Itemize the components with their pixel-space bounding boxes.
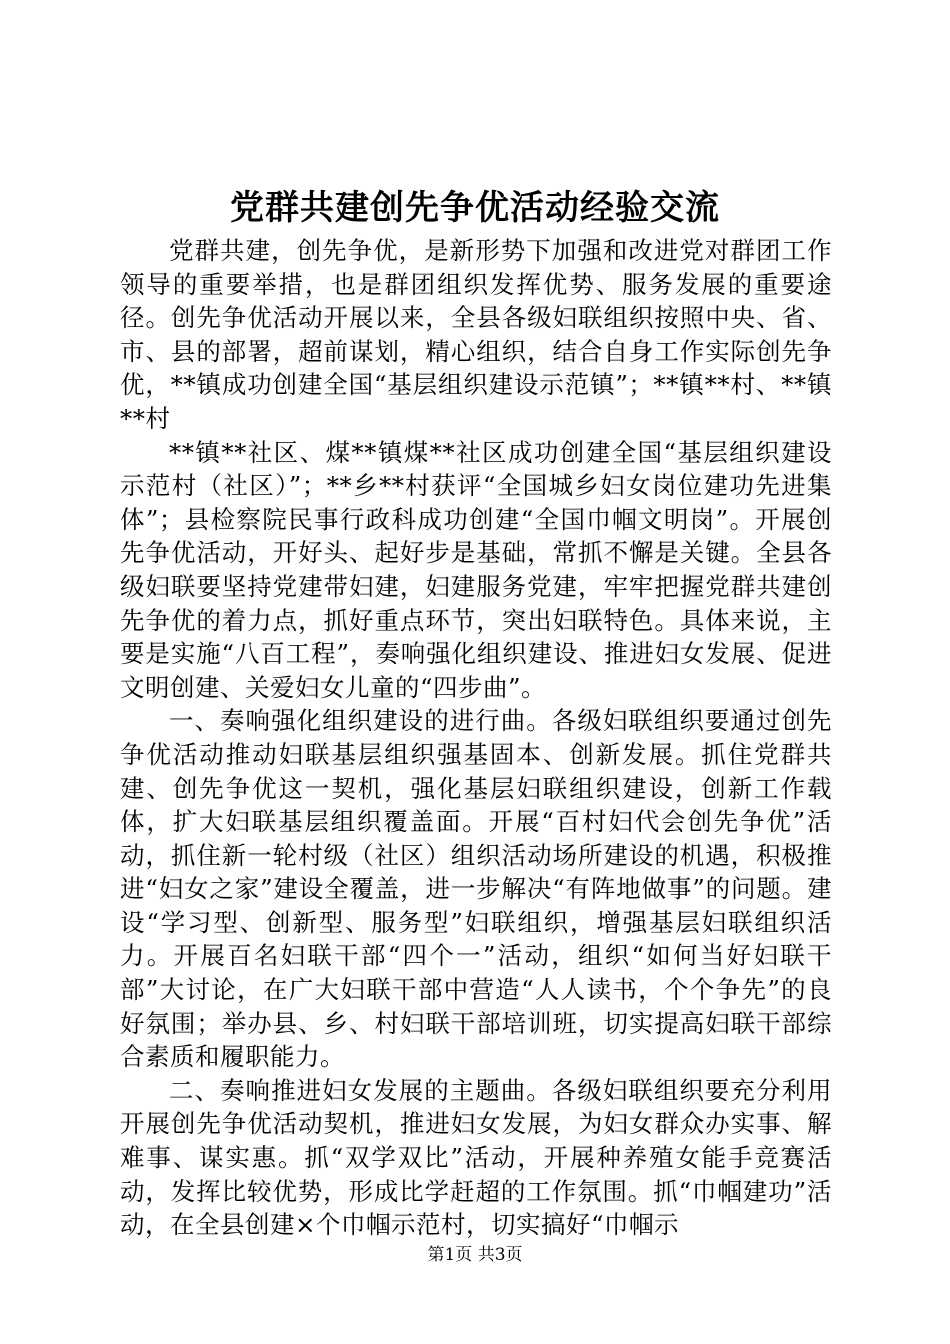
page-footer: 第1页 共3页: [427, 1245, 523, 1265]
document-title: 党群共建创先争优活动经验交流: [230, 188, 720, 228]
paragraph-section-one: 一、奏响强化组织建设的进行曲。各级妇联组织要通过创先争优活动推动妇联基层组织强基固本、创新发展。抓住党群共建、创先争优这一契机，强化基层妇联组织建设，创新工作载体，扩大妇联基层组织覆盖面。开展“百村妇代会创先争优”活动，抓住新一轮村级（社区）组织活动场所建设的机遇，积极推进“妇女之家”建设全覆盖，进一步解决“有阵地做事”的问题。建设“学习型、创新型、服务型”妇联组织，增强基层妇联组织活力。开展百名妇联干部“四个一”活动，组织“如何当好妇联干部”大讨论，在广大妇联干部中营造“人人读书，个个争先”的良好氛围；举办县、乡、村妇联干部培训班，切实提高妇联干部综合素质和履职能力。: [120, 706, 832, 1072]
paragraph-achievements: **镇**社区、煤**镇煤**社区成功创建全国“基层组织建设示范村（社区）”；**乡**村获评“全国城乡妇女岗位建功先进集体”；县检察院民事行政科成功创建“全国巾帼文明岗”。开展创先争优活动，开好头、起好步是基础，常抓不懈是关键。全县各级妇联要坚持党建带妇建，妇建服务党建，牢牢把握党群共建创先争优的着力点，抓好重点环节，突出妇联特色。具体来说，主要是实施“八百工程”，奏响强化组织建设、推进妇女发展、促进文明创建、关爱妇女儿童的“四步曲”。: [120, 437, 832, 702]
paragraph-section-two: 二、奏响推进妇女发展的主题曲。各级妇联组织要充分利用开展创先争优活动契机，推进妇女发展，为妇女群众办实事、解难事、谋实惠。抓“双学双比”活动，开展种养殖女能手竞赛活动，发挥比较优势，形成比学赶超的工作氛围。抓“巾帼建功”活动，在全县创建×个巾帼示范村，切实搞好“巾帼示: [120, 1075, 832, 1240]
document-body: [120, 234, 832, 1242]
paragraph-intro: 党群共建，创先争优，是新形势下加强和改进党对群团工作领导的重要举措，也是群团组织发挥优势、服务发展的重要途径。创先争优活动开展以来，全县各级妇联组织按照中央、省、市、县的部署，超前谋划，精心组织，结合自身工作实际创先争优，**镇成功创建全国“基层组织建设示范镇”；**镇**村、**镇**村: [120, 236, 832, 433]
